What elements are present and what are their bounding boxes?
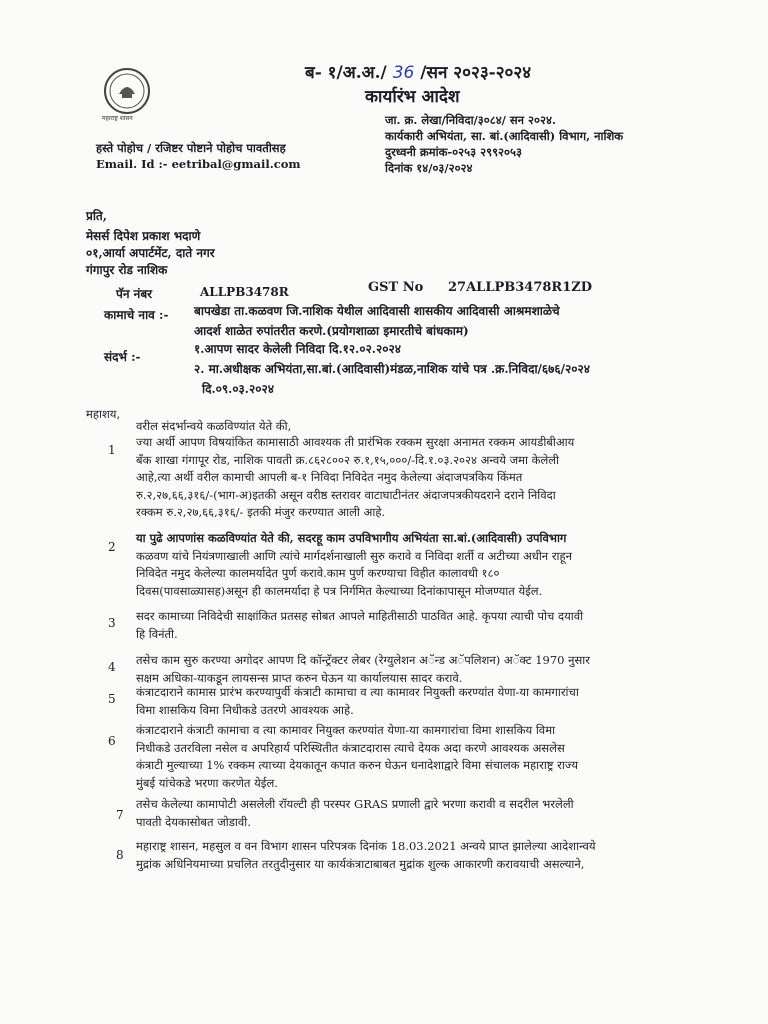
paragraph-number: 7 — [116, 808, 124, 822]
order-number-handwritten: 36 — [392, 63, 415, 83]
office-name: कार्यकारी अभियंता, सा. बां.(आदिवासी) विभाग, नाशिक — [385, 129, 624, 143]
recipient-line: गंगापुर रोड नाशिक — [86, 263, 168, 277]
reference-item-1: १.आपण सादर केलेली निविदा दि.१२.०२.२०२४ — [194, 342, 401, 356]
paragraph-line: निविदेत नमुद केलेल्या कालमर्यादेत पुर्ण करावे.काम पुर्ण करण्याचा विहीत कालावधी १८० — [136, 566, 500, 581]
paragraph-line: महाराष्ट्र शासन, महसुल व वन विभाग शासन परिपत्रक दिनांक 18.03.2021 अन्वये प्राप्त झालेल्या आदेशान्वये — [136, 839, 596, 853]
paragraph-line: सदर कामाच्या निविदेची साक्षांकित प्रतसह सोबत आपले माहितीसाठी पाठवित आहे. कृपया त्याची पोच दयावी — [136, 609, 584, 623]
reference-item-2-date: दि.०९.०३.२०२४ — [202, 382, 274, 396]
paragraph-line: या पुढे आपणांस कळविण्यांत येते की, सदरहू काम उपविभागीय अभियंता सा.बां.(आदिवासी) उपविभाग — [136, 531, 567, 545]
paragraph-line: रु.२,२७,६६,३१६/-(भाग-अ)इतकी असून वरीष्ठ स्तरावर वाटाघाटीनंतर अंदाजपत्रकीयदराने दराने निविदा — [136, 487, 556, 502]
paragraph-number: 6 — [108, 734, 116, 748]
state-emblem-icon — [104, 68, 150, 114]
paragraph-line: ज्या अर्थी आपण विषयांकित कामासाठी आवश्यक ती प्रारंभिक रक्कम सुरक्षा अनामत रक्कम आयडीबीआय — [136, 435, 575, 449]
pan-value: ALLPB3478R — [200, 285, 289, 299]
order-number-suffix: /सन २०२३-२०२४ — [420, 63, 532, 83]
gst-value: 27ALLPB3478R1ZD — [448, 280, 593, 295]
paragraph-line: हि विनंती. — [136, 626, 178, 641]
paragraph-line: दिवस(पावसाळ्यासह)असून ही कालमर्यादा हे पत्र निर्गमित केल्याच्या दिनांकापासून मोजण्यात येईल. — [136, 583, 543, 598]
order-number-prefix: ब- १/अ.अ./ — [305, 63, 387, 83]
paragraph-number: 3 — [108, 616, 116, 630]
paragraph-2 — [136, 530, 684, 600]
paragraph-line: पावती देयकासोबत जोडावी. — [136, 814, 251, 829]
paragraph-line: मुद्रांक अधिनियमाच्या प्रचलित तरतुदीनुसार या कार्यकंत्राटाबाबत मुद्रांक शुल्क आकारणी करावयाची असल्याने, — [136, 856, 585, 871]
paragraph-number: 5 — [108, 692, 116, 706]
paragraph-line: आहे,त्या अर्थी वरील कामाची आपली ब-१ निविदा निविदेत नमुद केलेल्या अंदाजपत्रकिय किंमत — [136, 470, 523, 485]
paragraph-line: सक्षम अधिका-याकडून लायसन्स प्राप्त करुन घेऊन या कार्यालयास सादर करावे. — [136, 670, 463, 685]
order-number — [305, 60, 531, 83]
paragraph-1 — [136, 434, 684, 522]
paragraph-line: बँक शाखा गंगापूर रोड, नाशिक पावती क्र.८६२८००२ रु.१,१५,०००/-दि.१.०३.२०२४ अन्वये जमा केलेली — [136, 452, 560, 467]
order-date: दिनांक १४/०३/२०२४ — [385, 161, 473, 175]
paragraph-line: कंत्राटदाराने कामास प्रारंभ करण्यापुर्वी कंत्राटी कामाचा व त्या कामावर नियुक्ती करण्यांत येणा-या कामगारांचा — [136, 685, 579, 699]
greeting: महाशय, — [86, 407, 121, 421]
office-block — [385, 112, 623, 176]
paragraph-3 — [136, 608, 684, 643]
work-line-2: आदर्श शाळेत रुपांतरीत करणे.(प्रयोगशाळा इमारतीचे बांधकाम) — [194, 324, 469, 338]
delivery-mode: हस्ते पोहोच / रजिष्टर पोष्टाने पोहोच पावतीसह — [96, 141, 286, 155]
office-phone: दुरध्वनी क्रमांक-०२५३ २९९२०५३ — [385, 145, 522, 159]
recipient-line: मेसर्स दिपेश प्रकाश भदाणे — [86, 229, 201, 243]
paragraph-number: 2 — [108, 540, 116, 554]
paragraph-4 — [136, 652, 684, 687]
paragraph-number: 4 — [108, 660, 116, 674]
paragraph-6 — [136, 722, 684, 792]
intro-line: वरील संदर्भान्वये कळविण्यांत येते की, — [136, 419, 292, 433]
paragraph-8 — [136, 838, 684, 873]
sender-block — [96, 140, 301, 172]
paragraph-5 — [136, 684, 684, 719]
gst-label: GST No — [368, 280, 424, 295]
recipient-salutation: प्रति, — [86, 209, 107, 223]
paragraph-line: तसेच केलेल्या कामापोटी असलेली रॉयल्टी ही परस्पर GRAS प्रणाली द्वारे भरणा करावी व सदरील भरलेली — [136, 797, 574, 811]
paragraph-line: कंत्राटदाराने कंत्राटी कामाचा व त्या कामावर नियुक्त करण्यांत येणा-या कामगारांचा विमा शासकिय विमा — [136, 723, 556, 737]
paragraph-line: निधीकडे उतरविला नसेल व अपरिहार्य परिस्थितीत कंत्राटदारास त्याचे देयक अदा करणे आवश्यक असलेस — [136, 740, 565, 755]
document-title: कार्यारंभ आदेश — [365, 87, 460, 107]
file-reference: जा. क्र. लेखा/निविदा/३०८४/ सन २०२४. — [385, 113, 556, 127]
paragraph-line: कंत्राटी मुल्याच्या 1% रक्कम त्याच्या देयकातून कपात करुन घेऊन धनादेशाद्वारे विमा संचालक महाराष्ट्र राज्य — [136, 758, 579, 773]
reference-label: संदर्भ :- — [104, 350, 141, 364]
paragraph-line: विमा शासकिय विमा निधीकडे उतरणे आवश्यक आहे. — [136, 702, 354, 717]
work-label: कामाचे नाव :- — [104, 308, 169, 322]
sender-email: Email. Id :- eetribal@gmail.com — [96, 157, 301, 171]
recipient-line: ०१,आर्या अपार्टमेंट, दाते नगर — [86, 246, 215, 260]
paragraph-number: 1 — [108, 443, 116, 457]
pan-label: पॅन नंबर — [116, 287, 153, 301]
paragraph-7 — [136, 796, 684, 831]
emblem-caption: महाराष्ट्र शासन — [102, 115, 133, 122]
paragraph-line: कळवण यांचे नियंत्रणाखाली आणि त्यांचे मार्गदर्शनाखाली सुरु करावे व निविदा शर्ती व अटीच्या अधीन राहून — [136, 548, 573, 563]
paragraph-line: मुंबई यांचेकडे भरणा करणेत येईल. — [136, 775, 278, 790]
recipient-block — [86, 208, 215, 279]
work-line-1: बापखेडा ता.कळवण जि.नाशिक येथील आदिवासी शासकीय आदिवासी आश्रमशाळेचे — [194, 304, 560, 318]
reference-item-2: २. मा.अधीक्षक अभियंता,सा.बां.(आदिवासी)मंडळ,नाशिक यांचे पत्र .क्र.निविदा/६७६/२०२४ — [194, 362, 590, 376]
paragraph-line: रक्कम रु.२,२७,६६,३१६/- इतकी मंजुर करण्यात आली आहे. — [136, 505, 386, 520]
paragraph-number: 8 — [116, 848, 124, 862]
paragraph-line: तसेच काम सुरु करण्या अगोदर आपण दि कॉन्ट्रॅक्टर लेबर (रेग्युलेशन अॅन्ड अॅपलिशन) अॅक्ट 1970 नुसार — [136, 653, 590, 667]
